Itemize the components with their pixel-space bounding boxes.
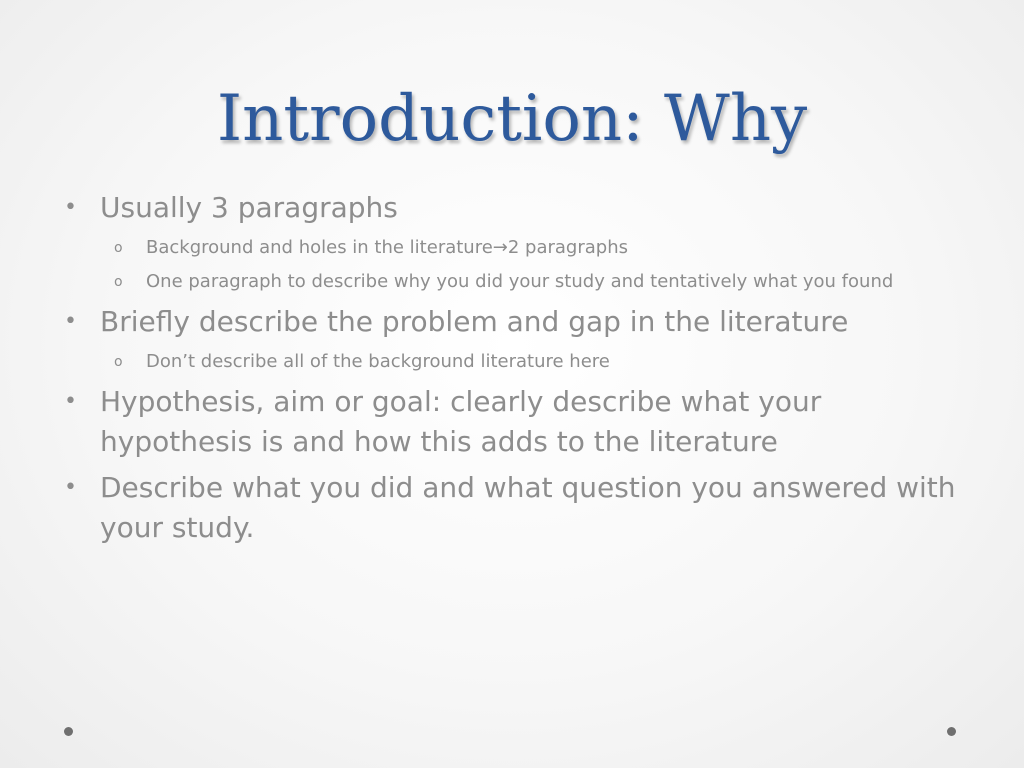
bullet-2 bbox=[58, 302, 958, 342]
slide-title: Introduction: Why bbox=[216, 82, 808, 156]
bullet-3-text: Hypothesis, aim or goal: clearly describe what your hypothesis is and how this adds to the literature bbox=[100, 385, 822, 458]
sub-bullet-marker: o bbox=[114, 240, 123, 256]
bullet-1-sub-2-text: One paragraph to describe why you did your study and tentatively what you found bbox=[146, 271, 894, 292]
bullet-1-sub-2 bbox=[58, 268, 958, 296]
bullet-2-sub-1-text: Don’t describe all of the background literature here bbox=[146, 351, 610, 372]
bullet-1-text: Usually 3 paragraphs bbox=[100, 191, 398, 224]
bullet-2-text: Briefly describe the problem and gap in the literature bbox=[100, 305, 849, 338]
bullet-2-sub-1 bbox=[58, 348, 958, 376]
bullet-1-sub-1-text: Background and holes in the literature→2 paragraphs bbox=[146, 237, 629, 258]
bullet-3 bbox=[58, 382, 958, 462]
sub-bullet-marker: o bbox=[114, 354, 123, 370]
sub-bullet-marker: o bbox=[114, 274, 123, 290]
corner-dot-left bbox=[64, 727, 73, 736]
slide-content bbox=[58, 188, 958, 554]
bullet-1-sub-1 bbox=[58, 234, 958, 262]
bullet-marker: • bbox=[64, 195, 77, 220]
bullet-marker: • bbox=[64, 309, 77, 334]
corner-dot-right bbox=[947, 727, 956, 736]
bullet-1 bbox=[58, 188, 958, 228]
bullet-marker: • bbox=[64, 389, 77, 414]
bullet-4 bbox=[58, 468, 958, 548]
bullet-marker: • bbox=[64, 475, 77, 500]
bullet-4-text: Describe what you did and what question you answered with your study. bbox=[100, 471, 956, 544]
